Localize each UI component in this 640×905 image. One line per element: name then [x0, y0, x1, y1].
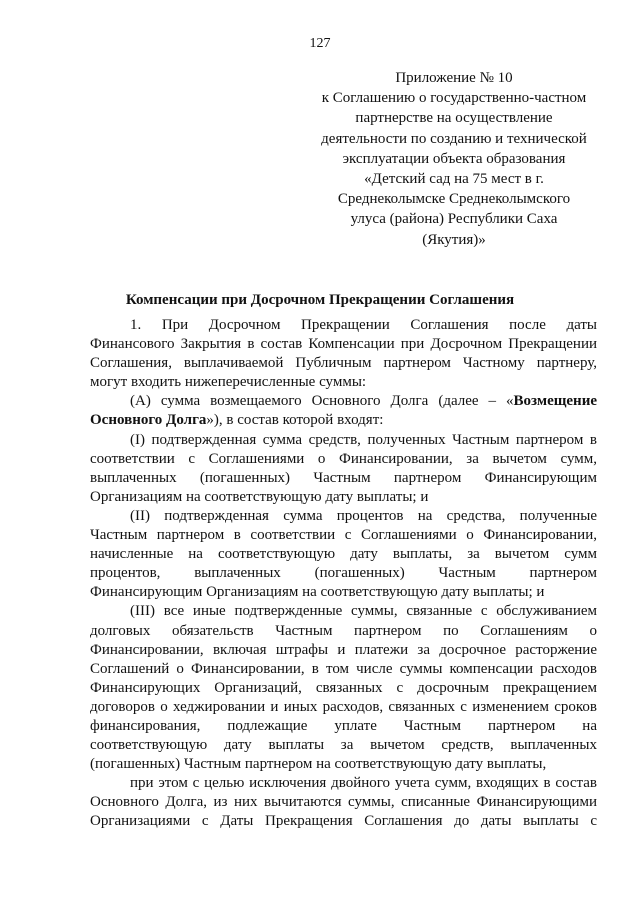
body-line: Основного Долга, из них вычитаются суммы, списанные Финансирующими	[90, 794, 597, 811]
appendix-line: «Детский сад на 75 мест в г.	[364, 171, 544, 188]
appendix-line: деятельности по созданию и технической	[321, 130, 587, 147]
body-line: Финансового Закрытия в состав Компенсации при Досрочном Прекращении	[90, 336, 597, 353]
body-line: Организациям на соответствующую дату выплаты; и	[90, 488, 429, 505]
appendix-line: Приложение № 10	[395, 70, 513, 86]
document-body	[90, 316, 597, 832]
body-line: выплаченных (погашенных) Частным партнером Финансирующим	[90, 469, 597, 486]
body-line: процентов, выплаченных (погашенных) Частным партнером	[90, 565, 597, 582]
body-line	[90, 392, 597, 411]
body-text: (А) сумма возмещаемого Основного Долга (далее – «	[130, 393, 514, 410]
appendix-line: партнерстве на осуществление	[355, 110, 553, 127]
body-line: Частным партнером в соответствии с Соглашениями о Финансировании,	[90, 527, 597, 544]
body-line: (погашенных) Частным партнером на соответствующую дату выплаты,	[90, 756, 547, 773]
appendix-line: улуса (района) Республики Саха	[350, 211, 558, 228]
appendix-line: к Соглашению о государственно-частном	[321, 90, 587, 107]
body-line: соответствии с Соглашениями о Финансировании, за вычетом сумм,	[90, 450, 597, 467]
body-line: могут входить нижеперечисленные суммы:	[90, 374, 367, 391]
body-line: Соглашений о Финансировании, в том числе суммы компенсации расходов	[90, 660, 597, 677]
appendix-line: Среднеколымске Среднеколымского	[337, 191, 571, 208]
body-line: Финансировании, включая штрафы и платежи за досрочное расторжение	[90, 641, 597, 658]
body-line: (I) подтвержденная сумма средств, полученных Частным партнером в	[130, 431, 597, 448]
body-line: 1. При Досрочном Прекращении Соглашения после даты	[130, 317, 597, 333]
body-line: начисленные на соответствующую дату выплаты, за вычетом сумм	[90, 546, 597, 563]
section-heading: Компенсации при Досрочном Прекращении Соглашения	[125, 292, 515, 308]
body-line: (II) подтвержденная сумма процентов на средства, полученные	[130, 507, 597, 524]
body-line: Финансирующим Организациям на соответствующую дату выплаты; и	[90, 584, 545, 601]
body-line: Организациями с Даты Прекращения Соглашения до даты выплаты с	[90, 813, 597, 830]
body-line	[90, 411, 597, 430]
body-line: договоров о хеджировании и иных расходов, связанных с изменением сроков	[90, 698, 597, 715]
body-text: »), в состав которой входят:	[206, 412, 384, 429]
body-line: Соглашения, выплачиваемой Публичным партнером Частному партнеру,	[90, 355, 597, 372]
appendix-line: (Якутия)»	[422, 231, 486, 248]
defined-term: Возмещение	[513, 393, 597, 410]
page-number: 127	[309, 36, 331, 51]
appendix-line: эксплуатации объекта образования	[342, 150, 566, 167]
body-line: (III) все иные подтвержденные суммы, связанные с обслуживанием	[130, 603, 597, 620]
body-line: при этом с целью исключения двойного учета сумм, входящих в состав	[130, 775, 597, 792]
body-line: долговых обязательств Частным партнером по Соглашениям о	[90, 622, 597, 639]
defined-term: Основного Долга	[90, 412, 207, 429]
body-line: Финансирующих Организаций, связанных с досрочным прекращением	[90, 679, 597, 696]
appendix-header	[308, 68, 600, 250]
body-line: финансирования, подлежащие уплате Частным партнером на	[90, 717, 597, 734]
body-line: соответствующую дату выплаты за вычетом средств, выплаченных	[90, 737, 597, 754]
